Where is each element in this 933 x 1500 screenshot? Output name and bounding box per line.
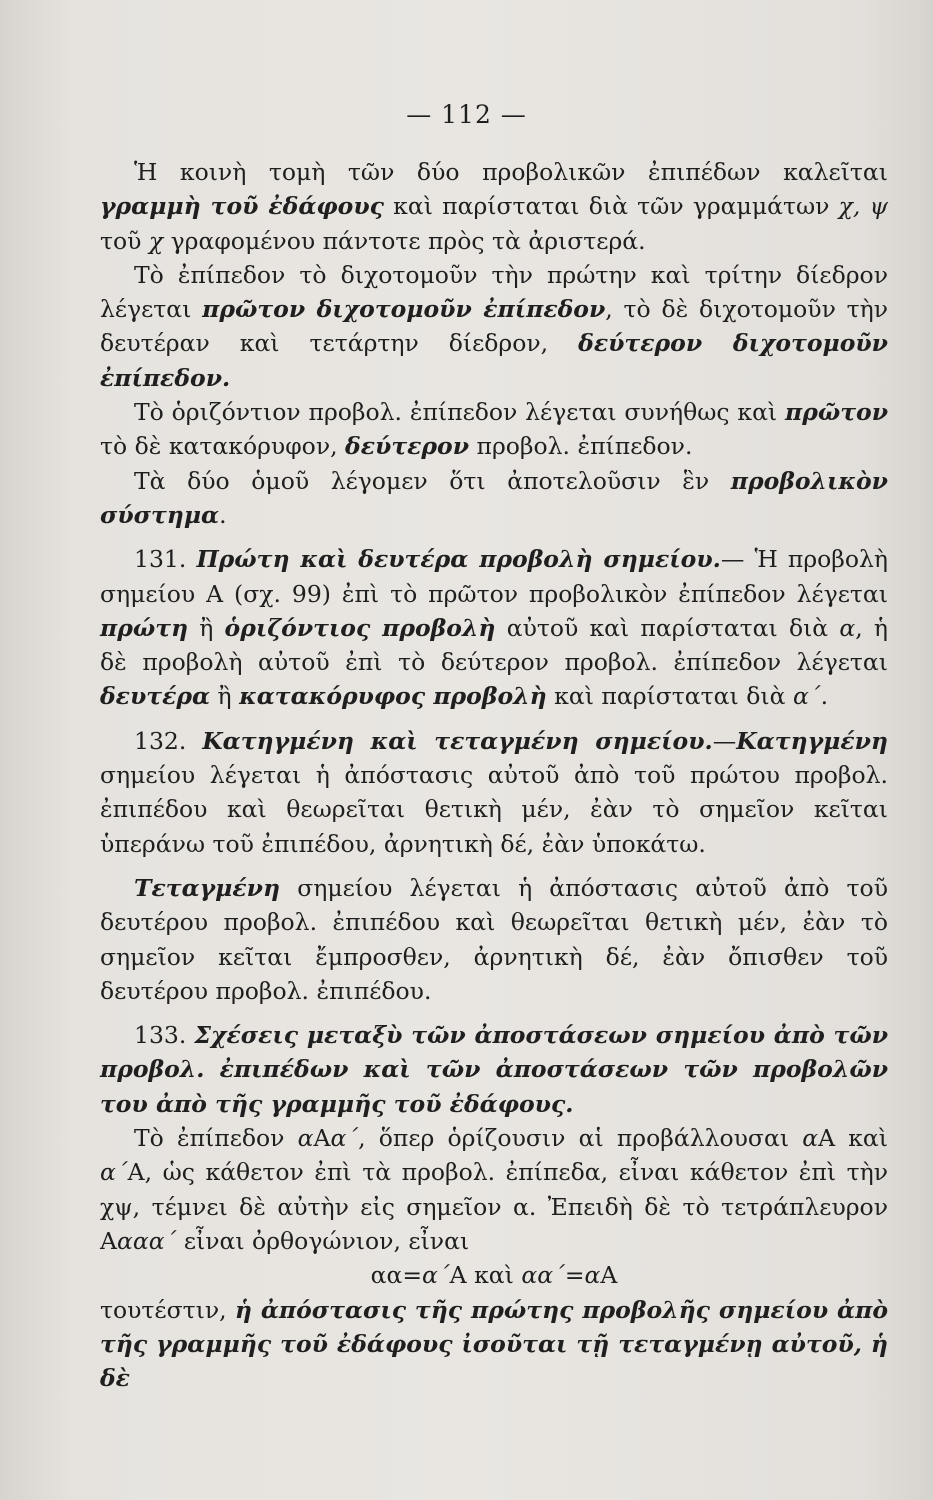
section-number: 132. [134, 726, 203, 755]
section-131: 131. Πρώτη καὶ δευτέρα προβολὴ σημείου.— Ἡ προβολὴ σημείου Α (σχ. 99) ἐπὶ τὸ πρῶτον προβολικὸν ἐπίπεδον λέγεται πρώτη ἢ ὁριζόντιος προβολὴ αὐτοῦ καὶ παρίσταται διὰ α, ἡ δὲ προβολὴ αὐτοῦ ἐπὶ τὸ δεύτερον προβολ. ἐπίπεδον λέγεται δευτέρα ἢ κατακόρυφος προβολὴ καὶ παρίσταται διὰ α΄. [100, 545, 889, 711]
term-first-bisector: πρῶτον διχοτομοῦν ἐπίπεδον [202, 295, 606, 324]
equation: αα=α΄Α καὶ αα΄=αΑ [370, 1261, 618, 1290]
paragraph-projection-system: Τὰ δύο ὁμοῦ λέγομεν ὅτι ἀποτελοῦσιν ἓν προβολικὸν σύστημα. [100, 466, 888, 529]
term-ground-line: γραμμὴ τοῦ ἐδάφους [100, 192, 384, 221]
section-title: Πρώτη καὶ δευτέρα προβολὴ σημείου. [196, 545, 721, 574]
section-title: Σχέσεις μεταξὺ τῶν ἀποστάσεων σημείου ἀπὸ τῶν προβολ. ἐπιπέδων καὶ τῶν ἀποστάσεων τῶν προβολῶν του ἀπὸ τῆς γραμμῆς τοῦ ἐδάφους. [100, 1021, 889, 1118]
page-number: — 112 — [406, 100, 527, 129]
section-title: Κατηγμένη καὶ τεταγμένη σημείου. [202, 726, 713, 755]
section-number: 131. [134, 545, 197, 574]
section-number: 133. [134, 1021, 195, 1050]
paragraph-bisector-planes: Τὸ ἐπίπεδον τὸ διχοτομοῦν τὴν πρώτην καὶ τρίτην δίεδρον λέγεται πρῶτον διχοτομοῦν ἐπίπεδον, τὸ δὲ διχοτομοῦν τὴν δευτέραν καὶ τετάρτην δίεδρον, δεύτερον διχοτομοῦν ἐπίπεδον. [100, 260, 889, 392]
page-body [100, 155, 888, 1395]
paragraph-tetagmeni: Τεταγμένη σημείου λέγεται ἡ ἀπόστασις αὐτοῦ ἀπὸ τοῦ δευτέρου προβολ. ἐπιπέδου καὶ θεωρεῖται θετικὴ μέν, ἐὰν τὸ σημεῖον κεῖται ἔμπροσθεν, ἀρνητικὴ δέ, ἐὰν ὄπισθεν τοῦ δευτέρου προβολ. ἐπιπέδου. [100, 873, 888, 1005]
paragraph-ground-line: Ἡ κοινὴ τομὴ τῶν δύο προβολικῶν ἐπιπέδων καλεῖται γραμμὴ τοῦ ἐδάφους καὶ παρίσταται διὰ τῶν γραμμάτων χ, ψ τοῦ χ γραφομένου πάντοτε πρὸς τὰ ἀριστερά. [100, 158, 888, 255]
paragraph-plane-aAa: Τὸ ἐπίπεδον αΑα΄, ὅπερ ὁρίζουσιν αἱ προβάλλουσαι αΑ καὶ α΄Α, ὡς κάθετον ἐπὶ τὰ προβολ. ἐπίπεδα, εἶναι κάθετον ἐπὶ τὴν χψ, τέμνει δὲ αὐτὴν εἰς σημεῖον α. Ἐπειδὴ δὲ τὸ τετράπλευρον Αααα΄ εἶναι ὀρθογώνιον, εἶναι [100, 1124, 889, 1255]
paragraph-horizontal-plane: Τὸ ὁριζόντιον προβολ. ἐπίπεδον λέγεται συνήθως καὶ πρῶτον τὸ δὲ κατακόρυφον, δεύτερον προβολ. ἐπίπεδον. [100, 398, 888, 461]
section-132: 132. Κατηγμένη καὶ τεταγμένη σημείου.—Κατηγμένη σημείου λέγεται ἡ ἀπόστασις αὐτοῦ ἀπὸ τοῦ πρώτου προβολ. ἐπιπέδου καὶ θεωρεῖται θετικὴ μέν, ἐὰν τὸ σημεῖον κεῖται ὑπεράνω τοῦ ἐπιπέδου, ἀρνητικὴ δέ, ἐὰν ὑποκάτω. [100, 726, 889, 858]
term-second-bisector: δεύτερον διχοτομοῦν ἐπίπεδον. [100, 329, 888, 392]
paragraph-conclusion: τουτέστιν, ἡ ἀπόστασις τῆς πρώτης προβολῆς σημείου ἀπὸ τῆς γραμμῆς τοῦ ἐδάφους ἰσοῦται τῇ τεταγμένῃ αὐτοῦ, ἡ δὲ [100, 1295, 889, 1393]
section-133 [100, 1018, 888, 1121]
term-projection-system: προβολικὸν σύστημα [100, 466, 888, 529]
